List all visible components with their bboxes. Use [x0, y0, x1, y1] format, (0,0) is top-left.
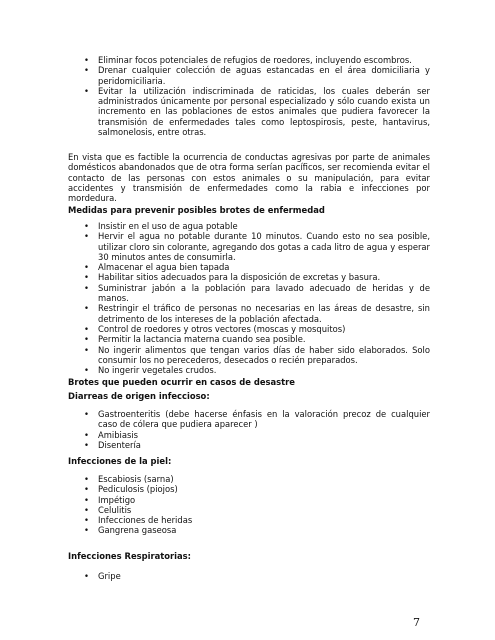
bullet-icon: •	[84, 231, 89, 242]
bullet-icon: •	[84, 272, 89, 283]
bullet-icon: •	[84, 439, 89, 450]
list-item: • Evitar la utilización indiscriminada de raticidas, los cuales deberán ser administrados únicamente por personal especializado y sólo cuando exista un incremento en las poblaciones de estos animales que pudiera favorecer la transmisión de enfermedades tales como leptospirosis, peste, hantavirus, salmonelosis, entre otras.	[84, 85, 430, 138]
bullet-icon: •	[84, 262, 89, 273]
bullet-icon: •	[84, 344, 89, 355]
bullet-icon: •	[84, 409, 89, 419]
bullet-icon: •	[84, 85, 89, 96]
list-item: • Restringir el tráfico de personas no necesarias en las áreas de desastre, sin detrimento de los intereses de la población afectada.	[84, 303, 430, 324]
heading-brotes: Brotes que pueden ocurrir en casos de desastre	[68, 377, 295, 387]
heading-diarreas: Diarreas de origen infeccioso:	[68, 391, 210, 401]
list-item: • Impétigo	[84, 494, 136, 505]
bullet-icon: •	[84, 55, 89, 65]
list-item: • No ingerir vegetales crudos.	[84, 365, 217, 376]
list-item: • Gripe	[84, 571, 121, 581]
bullet-icon: •	[84, 525, 89, 536]
heading-medidas: Medidas para prevenir posibles brotes de enfermedad	[68, 205, 325, 215]
bullet-icon: •	[84, 282, 89, 293]
list-item: • Escabiosis (sarna)	[84, 474, 174, 484]
prevention-measures-list	[84, 221, 430, 376]
bullet-icon: •	[84, 65, 89, 76]
list-item: • Permitir la lactancia materna cuando sea posible.	[84, 334, 306, 345]
rodent-control-list	[84, 55, 430, 138]
bullet-icon: •	[84, 334, 89, 345]
bullet-icon: •	[84, 504, 89, 515]
bullet-icon: •	[84, 429, 89, 440]
bullet-icon: •	[84, 303, 89, 314]
list-item: • Suministrar jabón a la población para lavado adecuado de heridas y de manos.	[84, 282, 430, 304]
list-item: • Hervir el agua no potable durante 10 minutos. Cuando esto no sea posible, utilizar cloro sin colorante, agregando dos gotas a cada litro de agua y esperar 30 minutos antes de consumirla.	[84, 231, 430, 262]
list-item: • Gangrena gaseosa	[84, 525, 177, 536]
list-item: • Pediculosis (piojos)	[84, 484, 178, 495]
list-item: • Drenar cualquier colección de aguas estancadas en el área domiciliaria y peridomiciliaria.	[84, 65, 430, 86]
skin-infections-list	[84, 474, 430, 536]
list-item: • Control de roedores y otros vectores (moscas y mosquitos)	[84, 323, 346, 334]
bullet-icon: •	[84, 484, 89, 495]
bullet-icon: •	[84, 365, 89, 376]
diarrhea-list	[84, 409, 430, 450]
respiratory-list	[84, 571, 430, 581]
list-item: • Insistir en el uso de agua potable	[84, 221, 238, 231]
list-item: • Infecciones de heridas	[84, 515, 193, 526]
bullet-icon: •	[84, 571, 89, 581]
list-item: • Amibiasis	[84, 429, 139, 440]
list-item: • Almacenar el agua bien tapada	[84, 262, 230, 273]
bullet-icon: •	[84, 515, 89, 526]
bullet-icon: •	[84, 494, 89, 505]
bullet-icon: •	[84, 323, 89, 334]
list-item: • Habilitar sitios adecuados para la disposición de excretas y basura.	[84, 272, 381, 283]
list-item: • Eliminar focos potenciales de refugios de roedores, incluyendo escombros.	[84, 55, 412, 65]
heading-respiratorias: Infecciones Respiratorias:	[68, 551, 192, 561]
page-number: 7	[413, 616, 420, 629]
list-item: • Celulitis	[84, 504, 132, 515]
list-item: • Disentería	[84, 439, 141, 450]
bullet-icon: •	[84, 474, 89, 484]
list-item: • Gastroenteritis (debe hacerse énfasis en la valoración precoz de cualquier caso de cólera que pudiera aparecer )	[84, 409, 430, 430]
animals-paragraph: En vista que es factible la ocurrencia de conductas agresivas por parte de animales domésticos abandonados que de otra forma serían pacíficos, ser recomienda evitar el contacto de las personas con estos animales o su manipulación, para evitar accidentes y transmisión de enfermedades como la rabia e infecciones por mordedura.	[68, 152, 430, 204]
bullet-icon: •	[84, 221, 89, 231]
heading-piel: Infecciones de la piel:	[68, 456, 172, 466]
list-item: • No ingerir alimentos que tengan varios días de haber sido elaborados. Solo consumir los no perecederos, desecados o recién preparados.	[84, 344, 430, 365]
